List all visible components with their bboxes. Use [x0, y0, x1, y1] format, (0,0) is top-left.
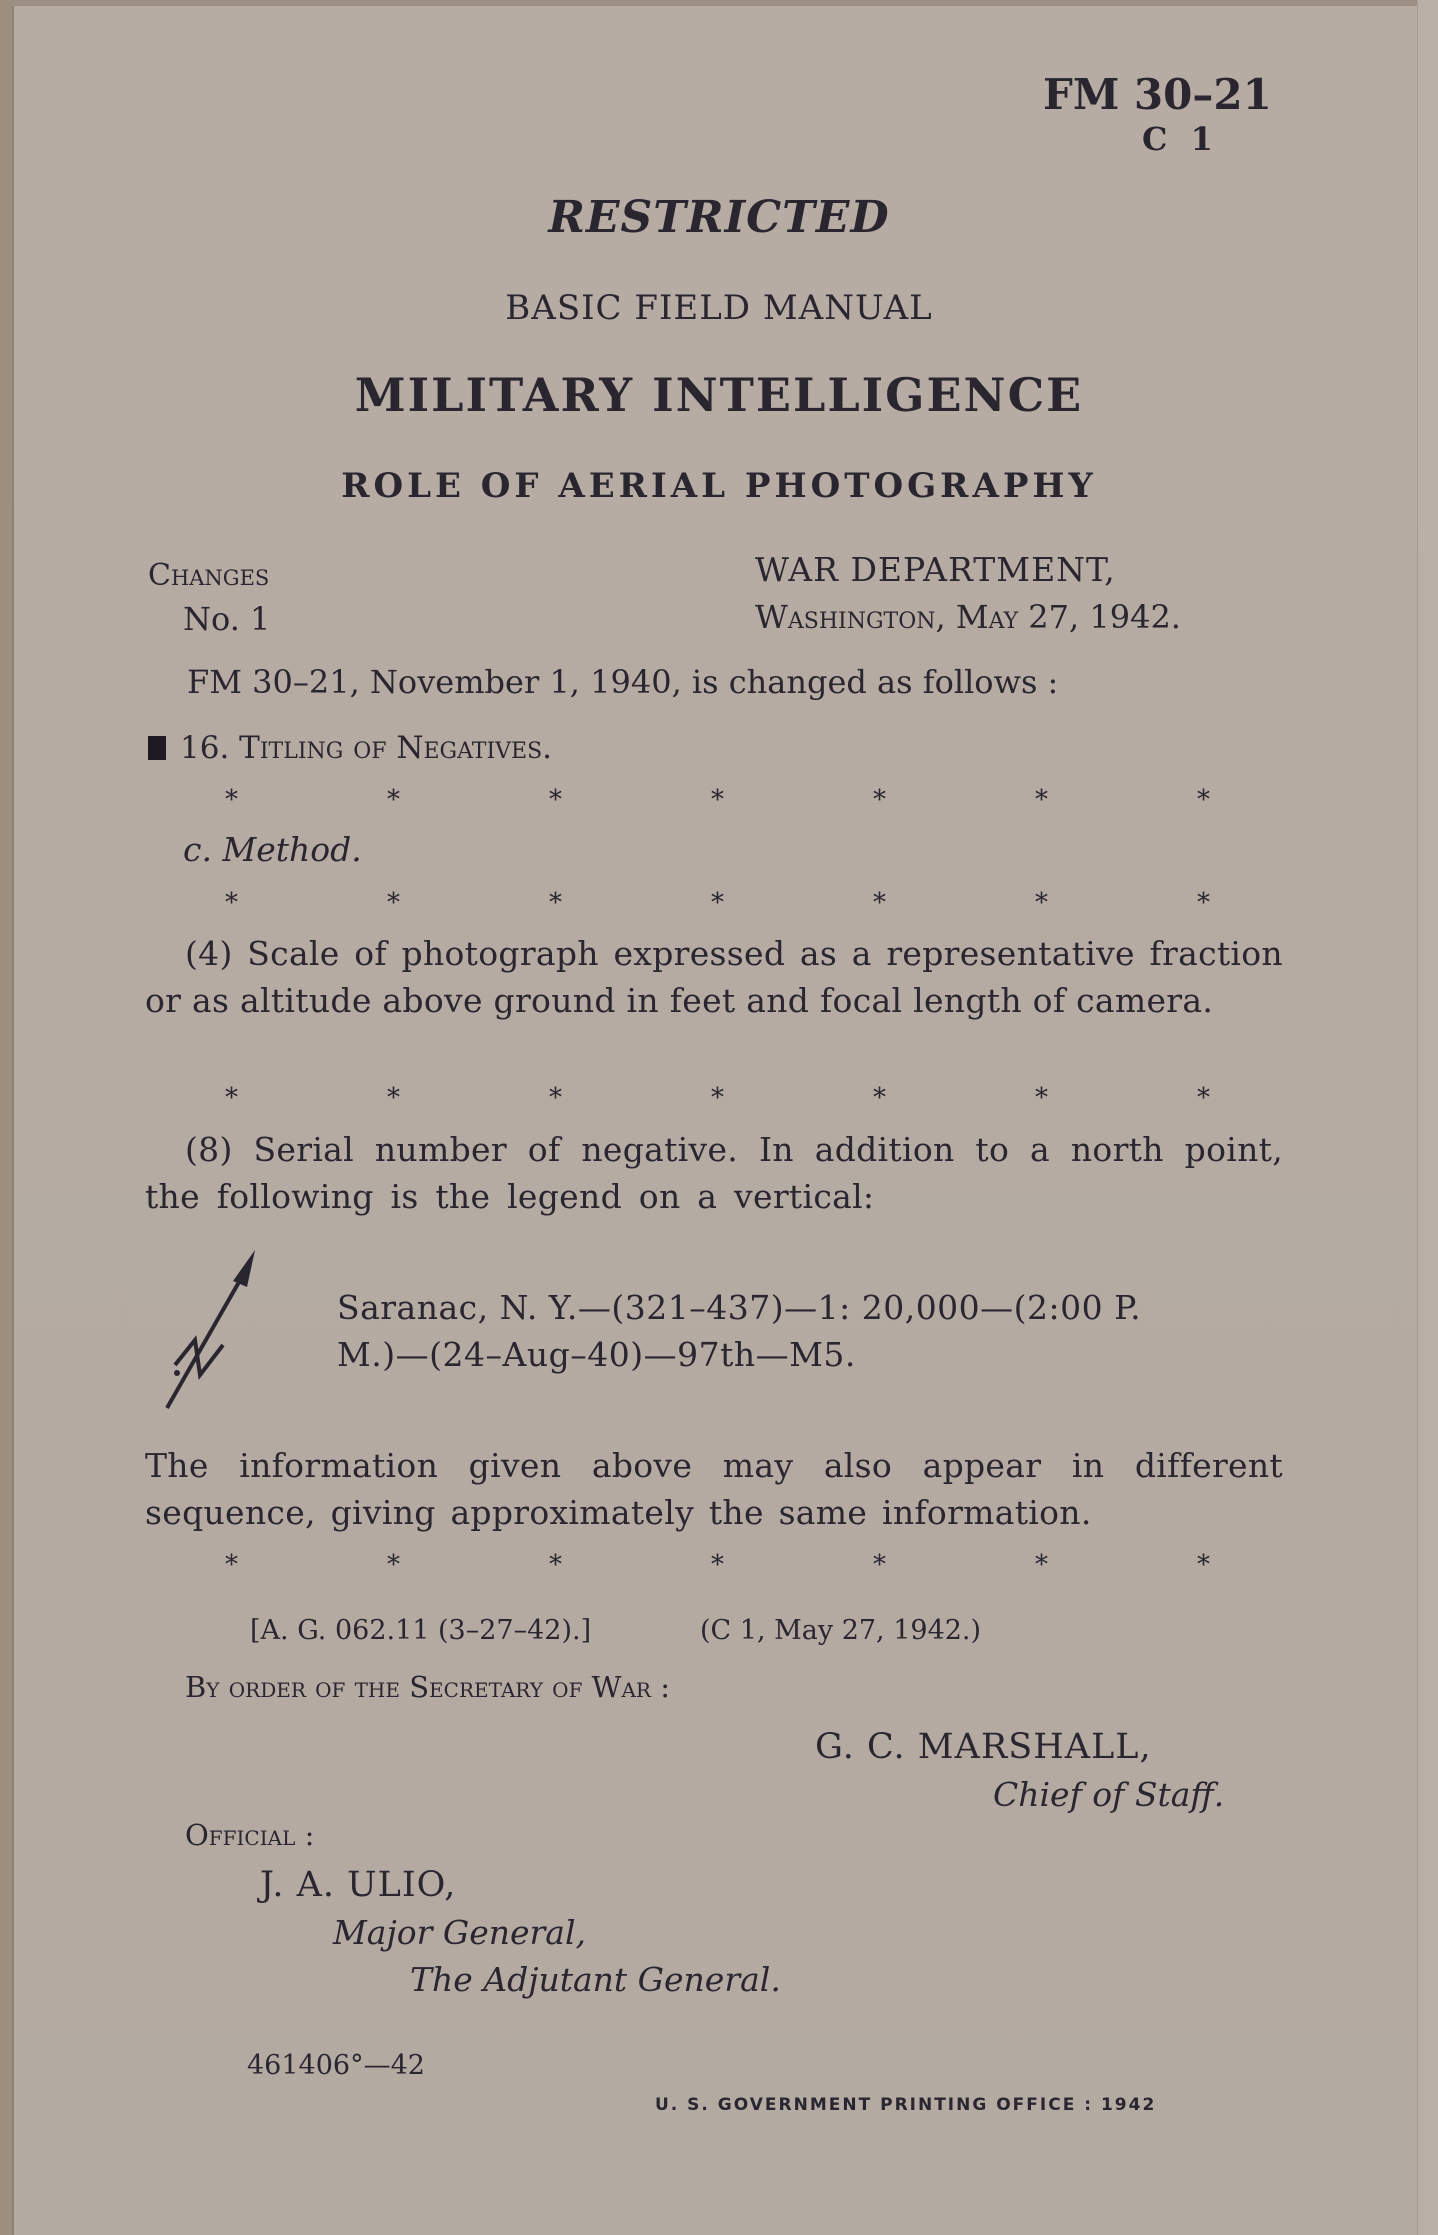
section-title: Titling of Negatives. [239, 730, 553, 766]
star: * [1197, 785, 1210, 815]
omission-stars-2 [225, 888, 1210, 918]
note-paragraph: The information given above may also appear in different sequence, giving approximately the same information. [145, 1446, 1283, 1532]
star: * [873, 785, 886, 815]
star: * [387, 785, 400, 815]
star: * [1197, 1083, 1210, 1113]
star: * [711, 1083, 724, 1113]
omission-stars-1 [225, 785, 1210, 815]
signatory-title: Chief of Staff. [993, 1775, 1225, 1814]
star: * [873, 1083, 886, 1113]
change-reference: (C 1, May 27, 1942.) [700, 1615, 982, 1646]
north-arrow-icon [155, 1245, 305, 1415]
legend-line-1: Saranac, N. Y.—(321–437)—1: 20,000—(2:00 P. [337, 1288, 1142, 1327]
place-date: Washington, May 27, 1942. [755, 598, 1181, 636]
official-title: The Adjutant General. [410, 1960, 781, 1999]
department-name: WAR DEPARTMENT, [755, 550, 1116, 589]
official-name: J. A. ULIO, [260, 1865, 457, 1905]
omission-stars-3 [225, 1083, 1210, 1113]
signatory-name: G. C. MARSHALL, [815, 1727, 1152, 1767]
star: * [387, 1083, 400, 1113]
book-spine-edge [0, 0, 12, 2235]
change-marker-icon [148, 736, 166, 760]
star: * [873, 1550, 886, 1580]
order-line: By order of the Secretary of War : [185, 1670, 670, 1704]
official-label: Official : [185, 1818, 315, 1852]
page-right-edge [1417, 0, 1438, 2235]
changes-label: Changes [148, 558, 270, 593]
star: * [549, 1550, 562, 1580]
star: * [1035, 785, 1048, 815]
document-page [12, 6, 1420, 2235]
star: * [225, 1550, 238, 1580]
star: * [387, 1550, 400, 1580]
subtitle: ROLE OF AERIAL PHOTOGRAPHY [341, 466, 1097, 506]
star: * [225, 785, 238, 815]
change-code: C 1 [1142, 120, 1219, 158]
subsection-title: c. Method. [183, 830, 362, 869]
star: * [549, 785, 562, 815]
star: * [225, 1083, 238, 1113]
star: * [1197, 888, 1210, 918]
star: * [711, 888, 724, 918]
intro-line: FM 30–21, November 1, 1940, is changed as follows : [187, 663, 1059, 701]
omission-stars-4 [225, 1550, 1210, 1580]
star: * [387, 888, 400, 918]
printer-imprint: U. S. GOVERNMENT PRINTING OFFICE : 1942 [655, 2095, 1157, 2115]
star: * [549, 1083, 562, 1113]
paragraph-4: (4) Scale of photograph expressed as a representative fraction or as altitude above ground in feet and focal length of camera. [145, 934, 1283, 1020]
print-code: 461406°—42 [247, 2050, 425, 2081]
star: * [549, 888, 562, 918]
main-title: MILITARY INTELLIGENCE [354, 368, 1084, 422]
star: * [873, 888, 886, 918]
star: * [1197, 1550, 1210, 1580]
series-title: BASIC FIELD MANUAL [505, 288, 933, 328]
section-number: 16. [180, 730, 230, 766]
classification-marking: RESTRICTED [548, 192, 890, 243]
official-rank: Major General, [333, 1913, 586, 1952]
star: * [225, 888, 238, 918]
star: * [711, 785, 724, 815]
star: * [711, 1550, 724, 1580]
star: * [1035, 888, 1048, 918]
section-heading [148, 730, 552, 766]
paragraph-8: (8) Serial number of negative. In addition to a north point, the following is the legend on a vertical: [145, 1130, 1283, 1216]
star: * [1035, 1083, 1048, 1113]
ag-reference: [A. G. 062.11 (3–27–42).] [250, 1615, 592, 1646]
manual-number: FM 30–21 [1043, 70, 1272, 119]
star: * [1035, 1550, 1048, 1580]
legend-line-2: M.)—(24–Aug–40)—97th—M5. [337, 1335, 856, 1374]
changes-number: No. 1 [183, 600, 271, 638]
